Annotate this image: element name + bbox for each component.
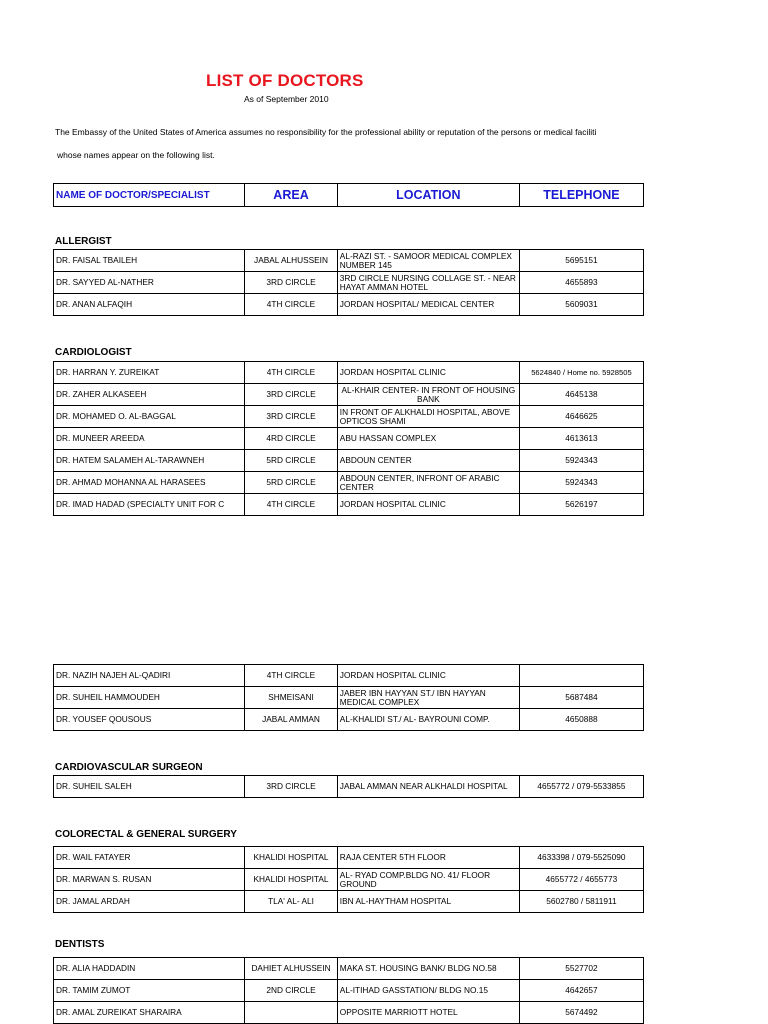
area — [245, 1002, 338, 1024]
doctor-name: DR. JAMAL ARDAH — [54, 891, 245, 913]
table-row — [54, 687, 644, 709]
page-title: LIST OF DOCTORS — [206, 71, 364, 90]
doctor-name: DR. IMAD HADAD (SPECIALTY UNIT FOR C — [54, 494, 245, 516]
table-allergist — [53, 249, 644, 316]
area: 4TH CIRCLE — [245, 294, 338, 316]
section-title-cardiologist: CARDIOLOGIST — [55, 347, 132, 358]
location: IBN AL-HAYTHAM HOSPITAL — [337, 891, 519, 913]
doctor-name: DR. AHMAD MOHANNA AL HARASEES — [54, 472, 245, 494]
area: 4TH CIRCLE — [245, 665, 338, 687]
table-row — [54, 980, 644, 1002]
area: 4TH CIRCLE — [245, 494, 338, 516]
location: MAKA ST. HOUSING BANK/ BLDG NO.58 — [337, 958, 519, 980]
area: 4RD CIRCLE — [245, 428, 338, 450]
table-row — [54, 847, 644, 869]
location: AL-RAZI ST. - SAMOOR MEDICAL COMPLEX NUMBER 145 — [337, 250, 519, 272]
section-title-cardiovascular-surgeon: CARDIOVASCULAR SURGEON — [55, 762, 203, 773]
telephone: 4613613 — [519, 428, 643, 450]
section-title-allergist: ALLERGIST — [55, 236, 112, 247]
table-row — [54, 665, 644, 687]
location: AL- RYAD COMP.BLDG NO. 41/ FLOOR GROUND — [337, 869, 519, 891]
doctor-name: DR. ALIA HADDADIN — [54, 958, 245, 980]
area: 3RD CIRCLE — [245, 776, 338, 798]
telephone: 5695151 — [519, 250, 643, 272]
table-row — [54, 362, 644, 384]
area: 3RD CIRCLE — [245, 384, 338, 406]
location: JORDAN HOSPITAL/ MEDICAL CENTER — [337, 294, 519, 316]
location: JORDAN HOSPITAL CLINIC — [337, 362, 519, 384]
location: ABDOUN CENTER, INFRONT OF ARABIC CENTER — [337, 472, 519, 494]
table-row — [54, 450, 644, 472]
doctor-name: DR. WAIL FATAYER — [54, 847, 245, 869]
doctor-name: DR. SUHEIL HAMMOUDEH — [54, 687, 245, 709]
area: 3RD CIRCLE — [245, 406, 338, 428]
table-row — [54, 428, 644, 450]
header-location: LOCATION — [337, 184, 519, 207]
table-row — [54, 776, 644, 798]
table-row — [54, 250, 644, 272]
telephone: 5609031 — [519, 294, 643, 316]
doctor-name: DR. HARRAN Y. ZUREIKAT — [54, 362, 245, 384]
table-row — [54, 384, 644, 406]
telephone: 4655772 / 079-5533855 — [519, 776, 643, 798]
doctor-name: DR. YOUSEF QOUSOUS — [54, 709, 245, 731]
doctor-name: DR. TAMIM ZUMOT — [54, 980, 245, 1002]
section-title-dentists: DENTISTS — [55, 939, 105, 950]
location: AL-ITIHAD GASSTATION/ BLDG NO.15 — [337, 980, 519, 1002]
doctor-name: DR. SAYYED AL-NATHER — [54, 272, 245, 294]
telephone: 5602780 / 5811911 — [519, 891, 643, 913]
location: JABAL AMMAN NEAR ALKHALDI HOSPITAL — [337, 776, 519, 798]
location: RAJA CENTER 5TH FLOOR — [337, 847, 519, 869]
doctor-name: DR. FAISAL TBAILEH — [54, 250, 245, 272]
location: AL-KHALIDI ST./ AL- BAYROUNI COMP. — [337, 709, 519, 731]
telephone: 5624840 / Home no. 5928505 — [519, 362, 643, 384]
doctor-name: DR. MUNEER AREEDA — [54, 428, 245, 450]
telephone: 5924343 — [519, 472, 643, 494]
location: IN FRONT OF ALKHALDI HOSPITAL, ABOVE OPTICOS SHAMI — [337, 406, 519, 428]
table-dentists — [53, 957, 644, 1024]
disclaimer-line-1: The Embassy of the United States of America assumes no responsibility for the professional ability or reputation of the persons or medical faciliti — [55, 127, 597, 137]
header-area: AREA — [245, 184, 338, 207]
telephone: 4642657 — [519, 980, 643, 1002]
table-row — [54, 891, 644, 913]
area: JABAL AMMAN — [245, 709, 338, 731]
location: JORDAN HOSPITAL CLINIC — [337, 665, 519, 687]
telephone — [519, 665, 643, 687]
area: 4TH CIRCLE — [245, 362, 338, 384]
table-row — [54, 958, 644, 980]
doctor-name: DR. ANAN ALFAQIH — [54, 294, 245, 316]
table-cardiovascular-surgeon — [53, 775, 644, 798]
section-title-colorectal-general-surgery: COLORECTAL & GENERAL SURGERY — [55, 829, 237, 840]
table-row — [54, 494, 644, 516]
location: ABU HASSAN COMPLEX — [337, 428, 519, 450]
table-colorectal-general-surgery — [53, 846, 644, 913]
table-cardiologist-continued — [53, 664, 644, 731]
table-row — [54, 406, 644, 428]
telephone: 4633398 / 079-5525090 — [519, 847, 643, 869]
header-telephone: TELEPHONE — [519, 184, 643, 207]
table-row — [54, 869, 644, 891]
telephone: 4655893 — [519, 272, 643, 294]
telephone: 5527702 — [519, 958, 643, 980]
doctor-name: DR. ZAHER ALKASEEH — [54, 384, 245, 406]
area: DAHIET ALHUSSEIN — [245, 958, 338, 980]
location: JORDAN HOSPITAL CLINIC — [337, 494, 519, 516]
doctor-name: DR. SUHEIL SALEH — [54, 776, 245, 798]
telephone: 4650888 — [519, 709, 643, 731]
doctor-name: DR. MARWAN S. RUSAN — [54, 869, 245, 891]
telephone: 4646625 — [519, 406, 643, 428]
telephone: 5924343 — [519, 450, 643, 472]
doctor-name: DR. AMAL ZUREIKAT SHARAIRA — [54, 1002, 245, 1024]
disclaimer-line-2: whose names appear on the following list. — [57, 150, 215, 160]
header-name: NAME OF DOCTOR/SPECIALIST — [54, 184, 245, 207]
location: 3RD CIRCLE NURSING COLLAGE ST. - NEAR HAYAT AMMAN HOTEL — [337, 272, 519, 294]
area: TLA' AL- ALI — [245, 891, 338, 913]
table-row — [54, 1002, 644, 1024]
table-cardiologist — [53, 361, 644, 516]
as-of-date: As of September 2010 — [244, 94, 329, 104]
location: AL-KHAIR CENTER- IN FRONT OF HOUSING BANK — [337, 384, 519, 406]
area: 5RD CIRCLE — [245, 472, 338, 494]
area: JABAL ALHUSSEIN — [245, 250, 338, 272]
area: SHMEISANI — [245, 687, 338, 709]
location: OPPOSITE MARRIOTT HOTEL — [337, 1002, 519, 1024]
telephone: 5674492 — [519, 1002, 643, 1024]
location: JABER IBN HAYYAN ST./ IBN HAYYAN MEDICAL COMPLEX — [337, 687, 519, 709]
area: KHALIDI HOSPITAL — [245, 847, 338, 869]
doctor-name: DR. NAZIH NAJEH AL-QADIRI — [54, 665, 245, 687]
header-table — [53, 183, 644, 207]
doctor-name: DR. MOHAMED O. AL-BAGGAL — [54, 406, 245, 428]
location: ABDOUN CENTER — [337, 450, 519, 472]
table-row — [54, 294, 644, 316]
telephone: 4655772 / 4655773 — [519, 869, 643, 891]
telephone: 5626197 — [519, 494, 643, 516]
header-row — [54, 184, 644, 207]
telephone: 5687484 — [519, 687, 643, 709]
area: KHALIDI HOSPITAL — [245, 869, 338, 891]
doctor-name: DR. HATEM SALAMEH AL-TARAWNEH — [54, 450, 245, 472]
table-row — [54, 472, 644, 494]
table-row — [54, 272, 644, 294]
area: 3RD CIRCLE — [245, 272, 338, 294]
area: 5RD CIRCLE — [245, 450, 338, 472]
area: 2ND CIRCLE — [245, 980, 338, 1002]
table-row — [54, 709, 644, 731]
telephone: 4645138 — [519, 384, 643, 406]
